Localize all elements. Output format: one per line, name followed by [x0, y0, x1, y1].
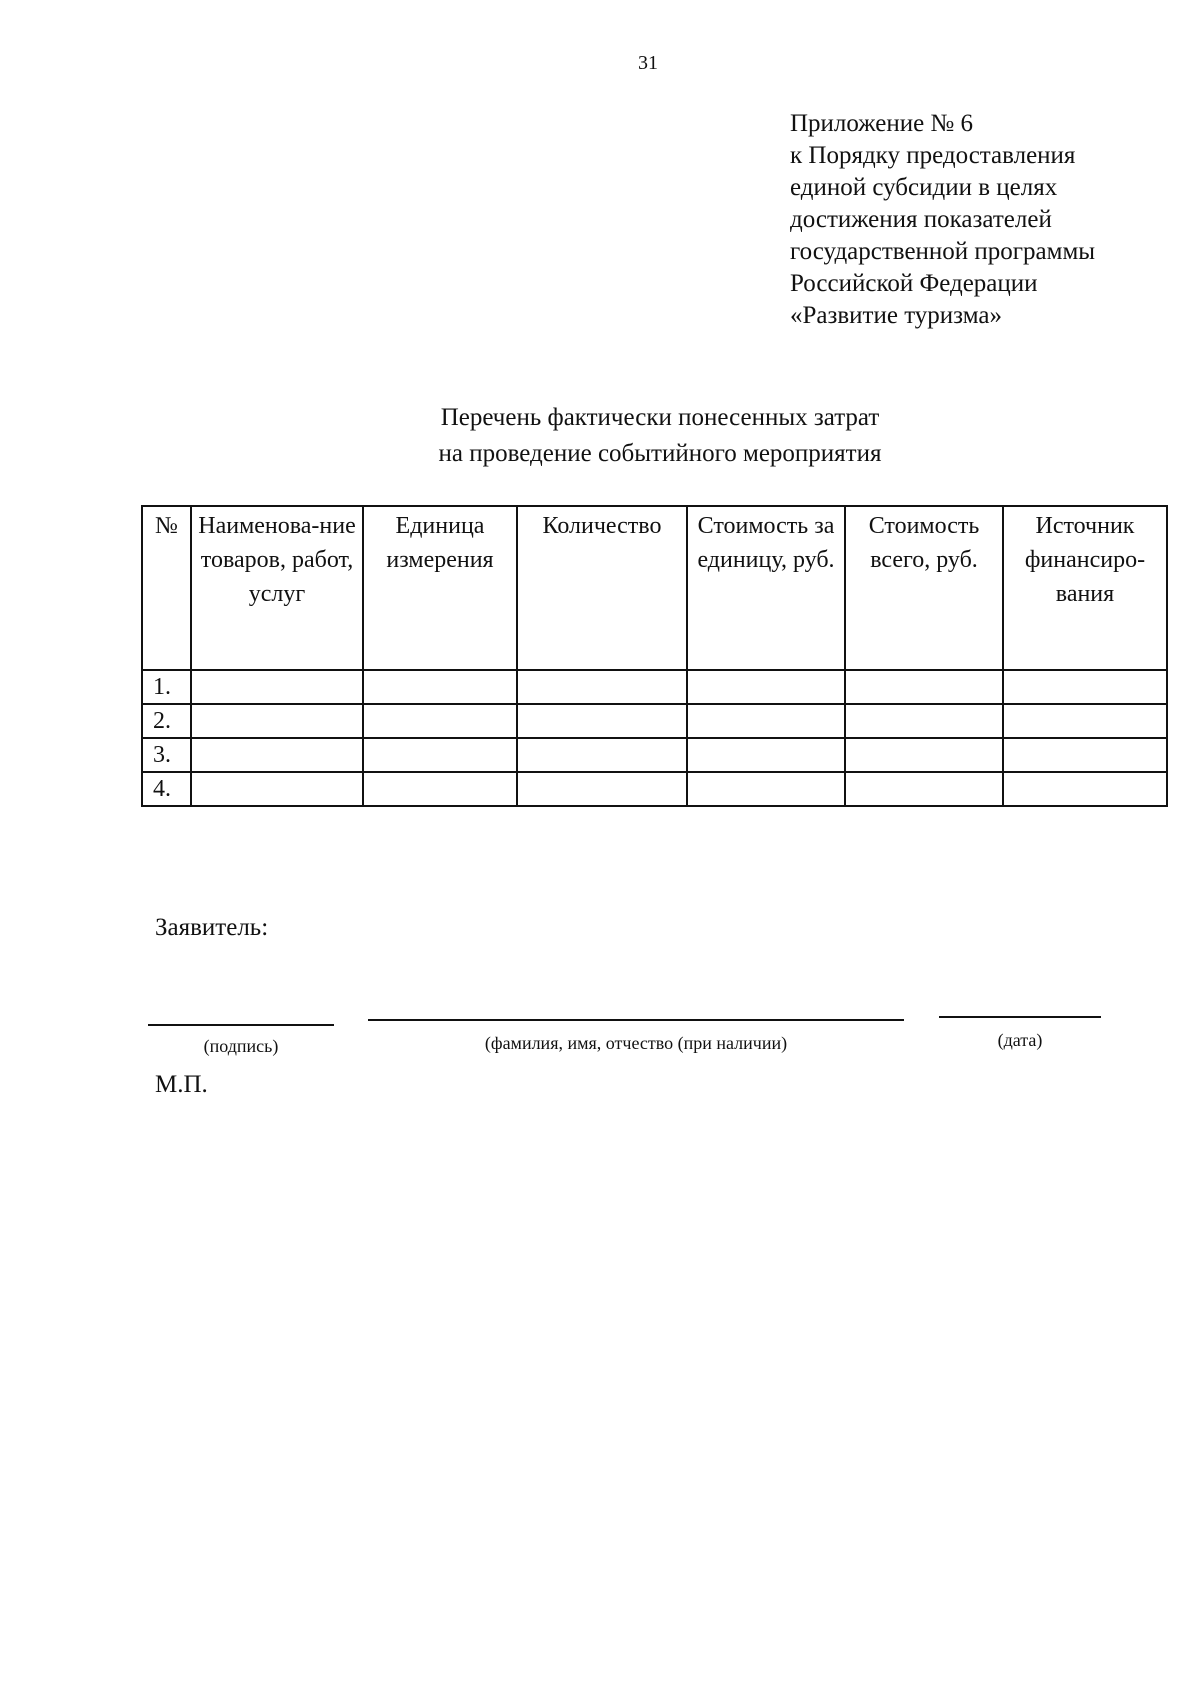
table-row: [142, 704, 1167, 738]
table-header-row: [142, 506, 1167, 670]
column-header-number: №: [142, 506, 191, 670]
item-name-cell[interactable]: [191, 738, 363, 772]
appendix-line: «Развитие туризма»: [790, 302, 1002, 329]
total-cost-cell[interactable]: [845, 704, 1003, 738]
appendix-line: Приложение № 6: [790, 110, 974, 137]
column-header-unit-cost: Стоимость за единицу, руб.: [687, 506, 845, 670]
column-header-item-name: Наименова-ние товаров, работ, услуг: [191, 506, 363, 670]
quantity-cell[interactable]: [517, 670, 687, 704]
item-name-cell[interactable]: [191, 670, 363, 704]
applicant-label: Заявитель:: [155, 914, 269, 941]
appendix-line: к Порядку предоставления: [790, 142, 1076, 169]
appendix-line: достижения показателей: [790, 206, 1052, 233]
total-cost-cell[interactable]: [845, 772, 1003, 806]
date-caption: (дата): [997, 1030, 1043, 1050]
funding-source-cell[interactable]: [1003, 772, 1167, 806]
row-number-cell: 3.: [142, 738, 191, 772]
funding-source-cell[interactable]: [1003, 704, 1167, 738]
signature-caption: (подпись): [203, 1036, 279, 1056]
quantity-cell[interactable]: [517, 738, 687, 772]
row-number-cell: 2.: [142, 704, 191, 738]
item-name-cell[interactable]: [191, 772, 363, 806]
unit-cost-cell[interactable]: [687, 772, 845, 806]
column-header-unit: Единица измерения: [363, 506, 517, 670]
date-line[interactable]: [939, 1016, 1101, 1018]
unit-cost-cell[interactable]: [687, 704, 845, 738]
row-number-cell: 1.: [142, 670, 191, 704]
column-header-quantity: Количество: [517, 506, 687, 670]
item-name-cell[interactable]: [191, 704, 363, 738]
unit-cell[interactable]: [363, 772, 517, 806]
costs-table: [141, 505, 1168, 807]
stamp-label: М.П.: [155, 1071, 208, 1098]
column-header-funding-source: Источник финансиро-вания: [1003, 506, 1167, 670]
unit-cost-cell[interactable]: [687, 670, 845, 704]
table-row: [142, 670, 1167, 704]
appendix-line: единой субсидии в целях: [790, 174, 1058, 201]
row-number-cell: 4.: [142, 772, 191, 806]
unit-cell[interactable]: [363, 670, 517, 704]
appendix-line: Российской Федерации: [790, 270, 1038, 297]
page-number: 31: [638, 52, 658, 74]
quantity-cell[interactable]: [517, 772, 687, 806]
table-row: [142, 738, 1167, 772]
total-cost-cell[interactable]: [845, 670, 1003, 704]
unit-cell[interactable]: [363, 738, 517, 772]
document-title: [380, 400, 940, 472]
appendix-line: государственной программы: [790, 238, 1096, 265]
title-line: на проведение событийного мероприятия: [438, 440, 882, 467]
appendix-block: [790, 108, 1095, 332]
table-row: [142, 772, 1167, 806]
unit-cell[interactable]: [363, 704, 517, 738]
unit-cost-cell[interactable]: [687, 738, 845, 772]
full-name-caption: (фамилия, имя, отчество (при наличии): [484, 1033, 788, 1053]
signature-line[interactable]: [148, 1024, 334, 1026]
full-name-line[interactable]: [368, 1019, 904, 1021]
quantity-cell[interactable]: [517, 704, 687, 738]
column-header-total-cost: Стоимость всего, руб.: [845, 506, 1003, 670]
title-line: Перечень фактически понесенных затрат: [440, 404, 880, 431]
funding-source-cell[interactable]: [1003, 670, 1167, 704]
funding-source-cell[interactable]: [1003, 738, 1167, 772]
total-cost-cell[interactable]: [845, 738, 1003, 772]
